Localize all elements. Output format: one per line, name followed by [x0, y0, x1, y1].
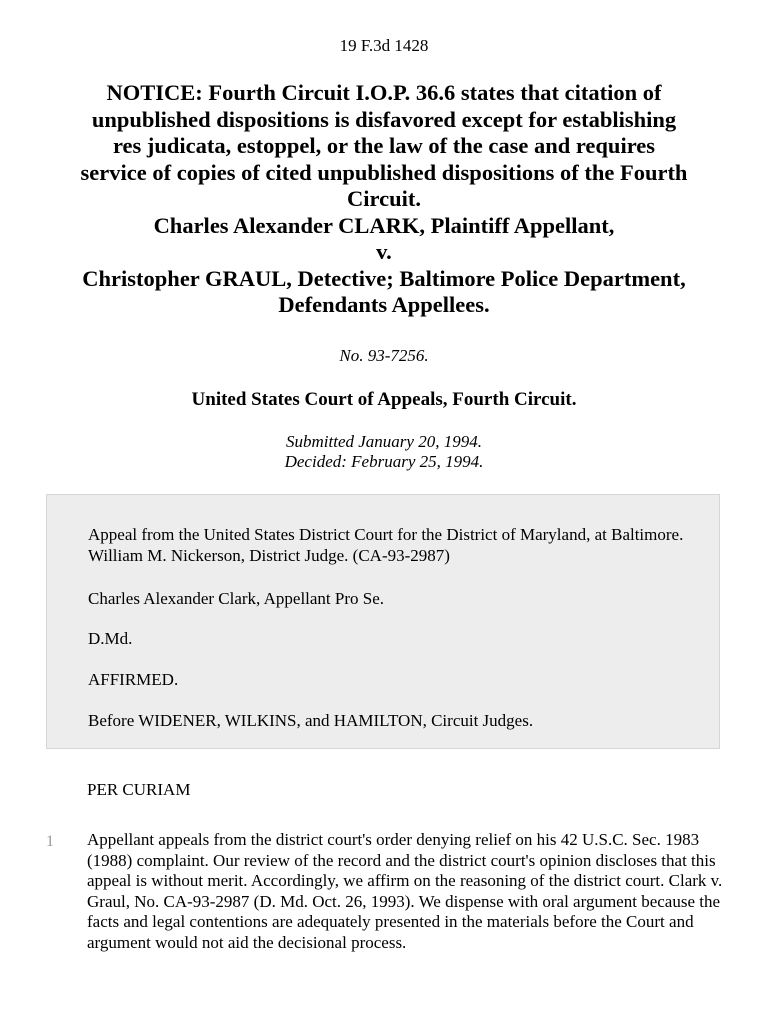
panel-line: Before WIDENER, WILKINS, and HAMILTON, Circuit Judges.: [88, 711, 534, 730]
paragraph-number: 1: [46, 833, 54, 850]
case-heading: [40, 80, 728, 319]
court-name: United States Court of Appeals, Fourth Circuit.: [191, 389, 577, 410]
case-citation: 19 F.3d 1428: [339, 36, 429, 55]
notice-line: unpublished dispositions is disfavored except for establishing: [91, 106, 677, 132]
district-line: D.Md.: [88, 629, 133, 648]
notice-line: res judicata, estoppel, or the law of the case and requires: [112, 133, 656, 158]
case-info-box: [46, 494, 720, 749]
appeal-origin: Appeal from the United States District Court for the District of Maryland, at Baltimore. William M. Nickerson, District Judge. (CA-93-2987): [88, 525, 684, 565]
notice-line: Circuit.: [347, 186, 421, 211]
opinion-paragraph: Appellant appeals from the district court's order denying relief on his 42 U.S.C. Sec. 1983 (1988) complaint. Our review of the record and the district court's opinion discloses that this appeal is without merit. Accordingly, we affirm on the reasoning of the district court. Clark v. Graul, No. CA-93-2987 (D. Md. Oct. 26, 1993). We dispense with oral argument because the facts and legal contentions are adequately presented in the materials before the Court and argument would not aid the decisional process.: [87, 830, 723, 952]
notice-line: NOTICE: Fourth Circuit I.O.P. 36.6 states that citation of: [106, 80, 662, 105]
case-dates: [0, 432, 768, 472]
disposition-line: AFFIRMED.: [88, 670, 179, 689]
plaintiff-line: Charles Alexander CLARK, Plaintiff Appellant,: [153, 212, 615, 238]
docket-number: No. 93-7256.: [339, 346, 429, 365]
submitted-date: Submitted January 20, 1994.: [286, 432, 482, 451]
decided-date: Decided: February 25, 1994.: [284, 452, 484, 471]
defendant-line: Defendants Appellees.: [278, 292, 490, 317]
per-curiam-label: PER CURIAM: [87, 780, 191, 799]
counsel-line: Charles Alexander Clark, Appellant Pro Se.: [88, 589, 385, 608]
defendant-line: Christopher GRAUL, Detective; Baltimore Police Department,: [82, 265, 686, 291]
versus-line: v.: [376, 239, 392, 264]
notice-line: service of copies of cited unpublished dispositions of the Fourth: [80, 159, 688, 185]
